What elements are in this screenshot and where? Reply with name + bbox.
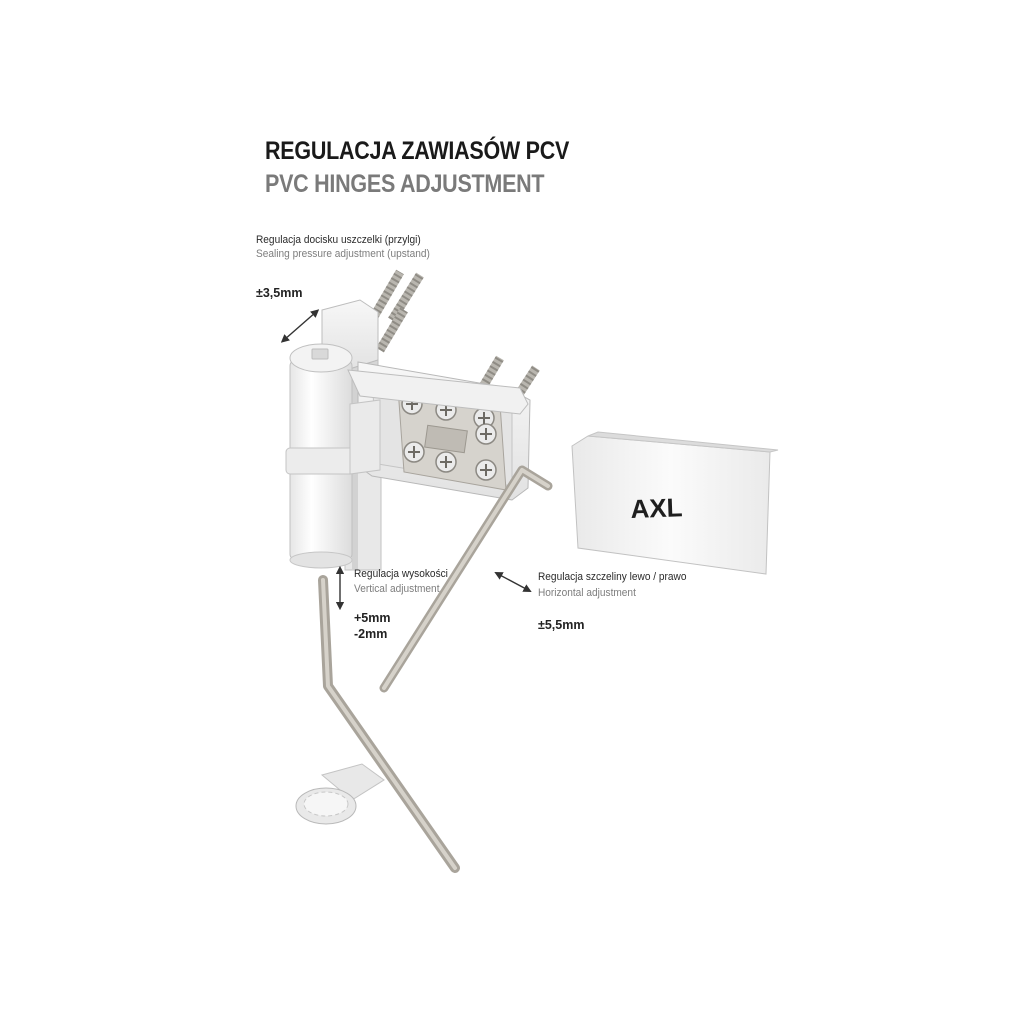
sealing-label-en: Sealing pressure adjustment (upstand)	[256, 248, 430, 260]
arrow-horizontal	[498, 574, 528, 590]
title-english: PVC HINGES ADJUSTMENT	[265, 170, 545, 198]
hinge-barrel	[286, 344, 356, 568]
horizontal-value: ±5,5mm	[538, 618, 585, 632]
sealing-value: ±3,5mm	[256, 286, 303, 300]
title-polish: REGULACJA ZAWIASÓW PCV	[265, 137, 570, 165]
cover-brand-label: AXL	[630, 492, 684, 524]
vertical-value-down: -2mm	[354, 627, 388, 641]
horizontal-label-pl: Regulacja szczeliny lewo / prawo	[538, 571, 687, 583]
horizontal-label-en: Horizontal adjustment	[538, 587, 636, 599]
vertical-label-pl: Regulacja wysokości	[354, 568, 448, 580]
bottom-cap	[296, 764, 384, 824]
vertical-value-up: +5mm	[354, 611, 391, 625]
arrow-sealing	[284, 312, 316, 340]
vertical-label-en: Vertical adjustment	[354, 583, 440, 595]
sealing-label-pl: Regulacja docisku uszczelki (przylgi)	[256, 234, 421, 246]
